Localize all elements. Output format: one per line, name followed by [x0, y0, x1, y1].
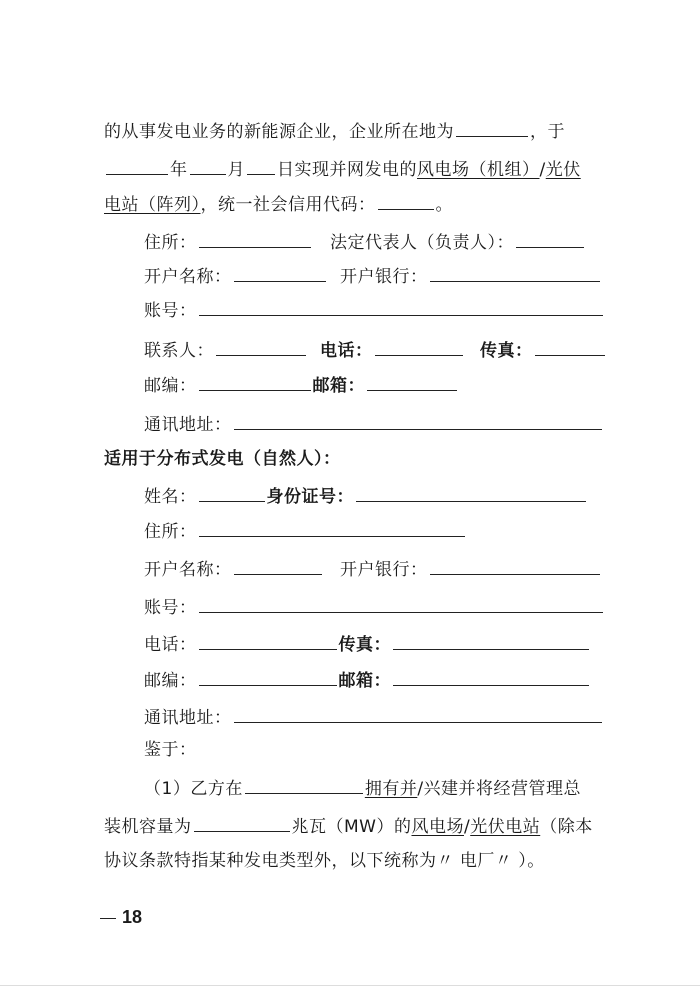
credit-code-blank[interactable]: [378, 187, 434, 210]
enterprise-mail-row: [144, 407, 604, 437]
address-field[interactable]: [199, 514, 465, 537]
enterprise-postcode-row: [144, 368, 459, 398]
month-blank[interactable]: [190, 152, 226, 175]
mail-address-field[interactable]: [234, 700, 602, 723]
address-label: 住所：: [144, 522, 197, 542]
account-name-label: 开户名称：: [144, 267, 232, 287]
email-label: 邮箱：: [338, 671, 391, 691]
contact-field[interactable]: [216, 333, 306, 356]
name-label: 姓名：: [144, 487, 197, 507]
fax-field[interactable]: [393, 627, 589, 650]
postcode-field[interactable]: [199, 663, 337, 686]
person-bank-row: [144, 552, 614, 582]
mail-address-label: 通讯地址：: [144, 708, 232, 728]
clause-text: 装机容量为: [104, 817, 192, 837]
phone-label: 电话：: [320, 341, 373, 361]
person-postcode-row: [144, 663, 614, 693]
account-no-field[interactable]: [199, 590, 603, 613]
intro-text: 日实现并网发电的: [277, 160, 417, 180]
natural-person-heading: 适用于分布式发电（自然人）：: [104, 449, 341, 469]
page-number: 18: [122, 907, 143, 927]
clause-text: 兆瓦（MW）的: [291, 817, 412, 837]
clause-text: 兴建并将经营管理总: [423, 779, 582, 799]
account-no-label: 账号：: [144, 301, 197, 321]
person-name-row: [144, 479, 614, 509]
intro-text: ，统一社会信用代码：: [200, 195, 376, 215]
bank-label: 开户银行：: [340, 560, 428, 580]
day-blank[interactable]: [247, 152, 275, 175]
phone-label: 电话：: [144, 635, 197, 655]
own-option: 拥有并: [364, 779, 418, 799]
whereas-line-3: [104, 846, 545, 876]
name-field[interactable]: [199, 479, 265, 502]
person-address-row: [144, 514, 467, 544]
month-label: 月: [227, 160, 245, 180]
mail-address-label: 通讯地址：: [144, 415, 232, 435]
clause-text: 协议条款特指某种发电类型外，以下统称为〃 电厂〃 ）。: [104, 851, 545, 871]
wind-farm-option: 风电场（机组）: [417, 160, 540, 180]
intro-text: ，于: [530, 122, 565, 142]
slash: /: [463, 817, 471, 837]
intro-line-3: [104, 187, 453, 217]
bank-label: 开户银行：: [340, 267, 428, 287]
account-no-label: 账号：: [144, 598, 197, 618]
capacity-blank[interactable]: [194, 809, 290, 832]
account-name-field[interactable]: [234, 259, 326, 282]
clause-text: （1）乙方在: [144, 779, 243, 799]
person-phone-row: [144, 627, 614, 657]
pv-station-option: 电站（阵列）: [104, 195, 201, 215]
person-mail-row: [144, 700, 604, 730]
person-account-row: [144, 590, 605, 620]
email-field[interactable]: [393, 663, 589, 686]
scan-edge: [0, 985, 700, 986]
pv-option: 光伏: [545, 160, 581, 180]
address-field[interactable]: [199, 225, 311, 248]
bank-field[interactable]: [430, 259, 600, 282]
account-name-label: 开户名称：: [144, 560, 232, 580]
slash: /: [539, 160, 546, 180]
pv-station-option: 光伏电站: [470, 817, 541, 837]
legal-rep-field[interactable]: [516, 225, 584, 248]
whereas-label: 鉴于：: [144, 740, 197, 760]
enterprise-bank-row: [144, 259, 614, 289]
intro-line-2: [104, 152, 581, 182]
year-label: 年: [170, 160, 188, 180]
enterprise-account-row: [144, 293, 605, 323]
mail-address-field[interactable]: [234, 407, 602, 430]
account-name-field[interactable]: [234, 552, 322, 575]
account-no-field[interactable]: [199, 293, 603, 316]
legal-rep-label: 法定代表人（负责人）：: [330, 233, 514, 253]
intro-line-1: [104, 114, 565, 144]
fax-label: 传真：: [338, 635, 391, 655]
postcode-label: 邮编：: [144, 671, 197, 691]
id-label: 身份证号：: [266, 487, 354, 507]
phone-field[interactable]: [199, 627, 337, 650]
page-footer: [100, 902, 142, 932]
address-label: 住所：: [144, 233, 197, 253]
postcode-field[interactable]: [199, 368, 311, 391]
location-blank[interactable]: [245, 771, 363, 794]
id-field[interactable]: [356, 479, 586, 502]
whereas-line-2: [104, 809, 593, 839]
intro-text: 的从事发电业务的新能源企业，企业所在地为: [104, 122, 454, 142]
enterprise-location-blank[interactable]: [456, 114, 528, 137]
fax-label: 传真：: [480, 341, 533, 361]
enterprise-contact-row: [144, 333, 614, 363]
postcode-label: 邮编：: [144, 376, 197, 396]
wind-farm-option: 风电场: [411, 817, 464, 837]
enterprise-address-row: [144, 225, 614, 255]
fax-field[interactable]: [535, 333, 605, 356]
contact-label: 联系人：: [144, 341, 214, 361]
whereas-line-1: [144, 771, 581, 801]
year-blank[interactable]: [106, 152, 168, 175]
email-field[interactable]: [367, 368, 457, 391]
slash: /: [417, 779, 424, 799]
clause-text: （除本: [540, 817, 593, 837]
bank-field[interactable]: [430, 552, 600, 575]
email-label: 邮箱：: [312, 376, 365, 396]
footer-dash: [100, 918, 116, 919]
intro-text: 。: [435, 195, 453, 215]
phone-field[interactable]: [375, 333, 463, 356]
